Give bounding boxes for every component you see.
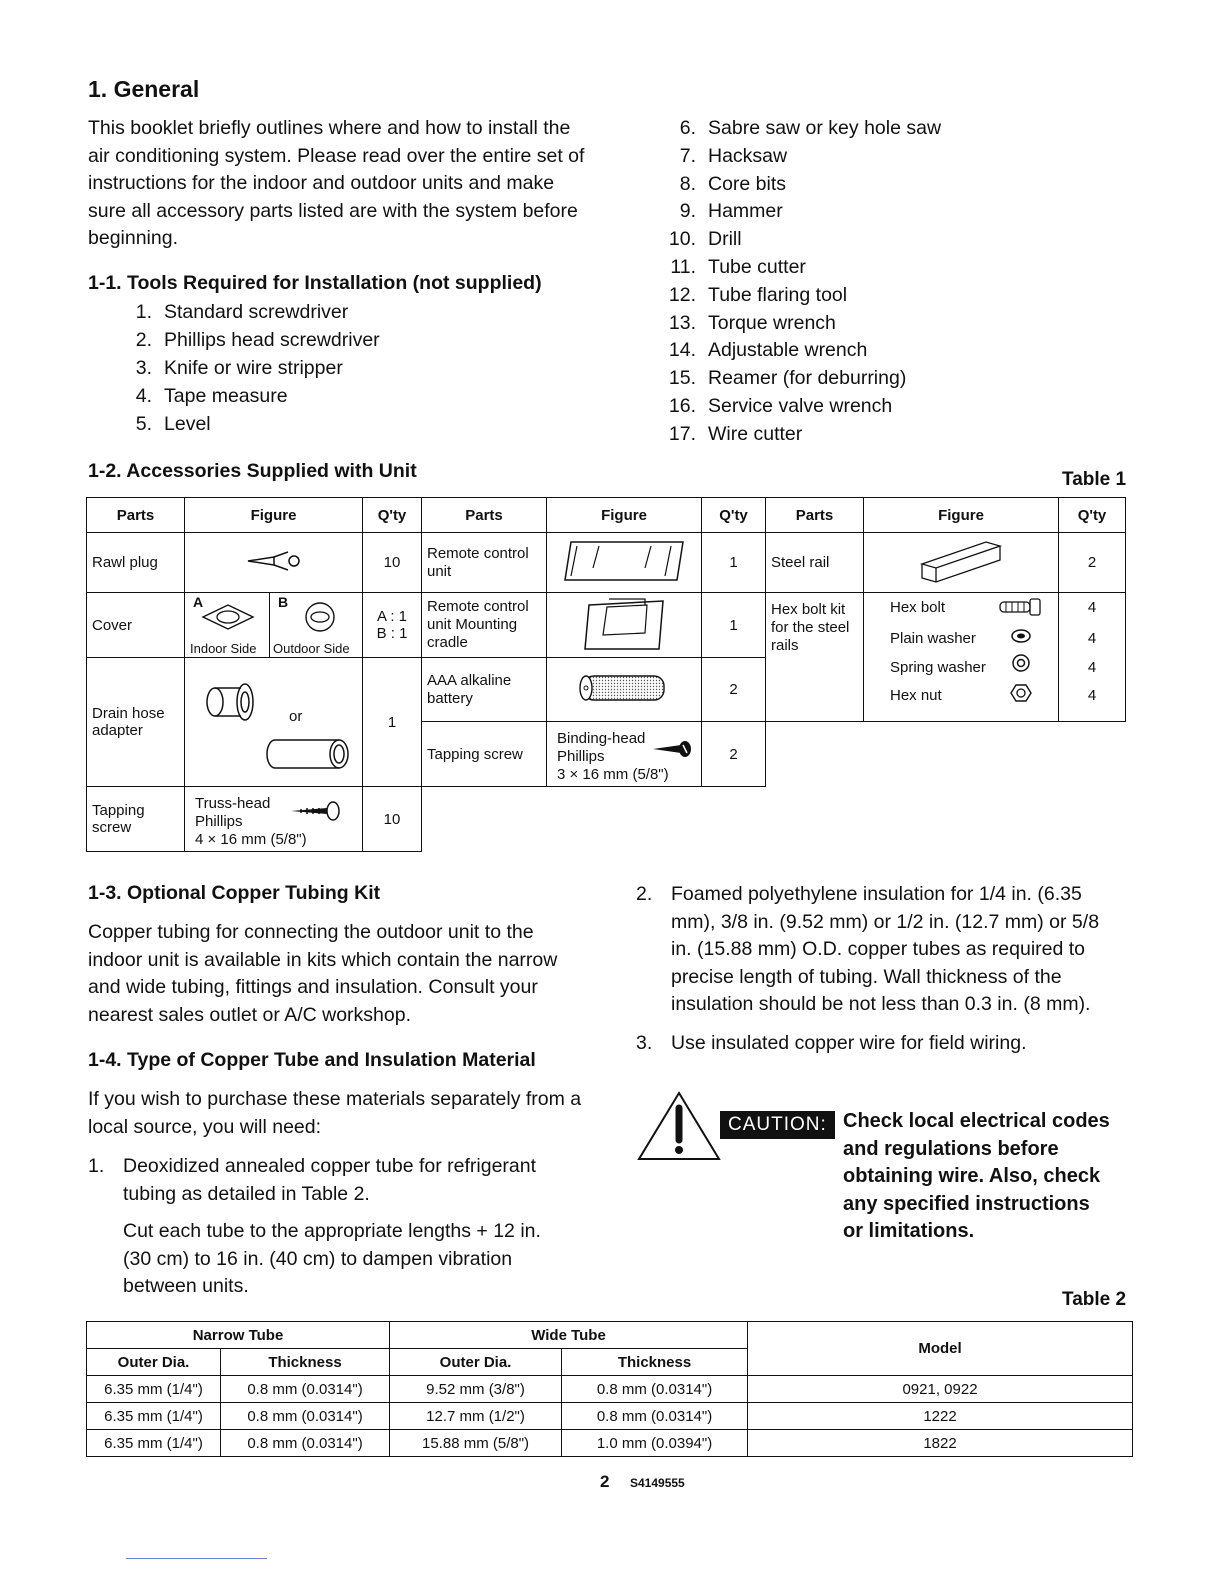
item-text: Use insulated copper wire for field wiring. [671,1032,1027,1054]
screw-a-line2: Phillips [195,813,243,830]
screw-b-line3: 3 × 16 mm (5/8") [557,766,669,783]
drain-or-label: or [289,708,303,725]
footer-rule [126,1558,267,1559]
col-header-qty: Q'ty [1059,498,1126,533]
table2-label: Table 2 [1062,1289,1127,1310]
copper-tube-table [86,1321,1133,1457]
accessories-table [86,497,1126,852]
accessories-heading: 1-2. Accessories Supplied with Unit [88,460,417,482]
cell: 6.35 mm (1/4") [87,1430,221,1457]
tools-heading: 1-1. Tools Required for Installation (not supplied) [88,272,542,294]
cover-outdoor-label: Outdoor Side [273,641,350,656]
caution-text: Check local electrical codes and regulations before obtaining wire. Also, check any specified instructions or limitations. [843,1110,1110,1242]
cell: 12.7 mm (1/2") [390,1403,562,1430]
qty-battery: 2 [702,658,766,722]
cell: 1822 [748,1430,1133,1457]
drain-adapter-alt-icon [265,734,353,774]
cover-label-a: A [193,594,204,610]
qty-tapping-screw-a: 10 [363,787,422,852]
col-header-qty: Q'ty [363,498,422,533]
copper-type-intro: If you wish to purchase these materials separately from a local source, you will need: [88,1088,582,1138]
copper-kit-heading: 1-3. Optional Copper Tubing Kit [88,882,381,904]
hex-nut-label: Hex nut [890,687,942,704]
qty-hex-bolt: 4 [1087,599,1097,616]
cover-label-b: B [278,594,289,610]
spring-washer-label: Spring washer [890,659,986,676]
cell: 9.52 mm (3/8") [390,1376,562,1403]
col-header-parts: Parts [87,498,185,533]
cradle-icon [579,595,669,651]
truss-screw-icon [289,801,341,821]
qty-drain-hose: 1 [363,658,422,787]
part-tapping-screw-b: Tapping screw [422,722,547,787]
list-item: 7. Hacksaw [679,144,788,167]
warning-triangle-icon [636,1090,722,1162]
table-row [87,1430,1133,1457]
part-rawl-plug: Rawl plug [87,533,185,593]
item-text: Deoxidized annealed copper tube for refrigerant tubing as detailed in Table 2. [123,1155,537,1205]
page-number: 2 [600,1472,610,1491]
copper-kit-text: Copper tubing for connecting the outdoor unit to the indoor unit is available in kits which contain the narrow and wide tubing, fittings and insulation. Consult your nearest sales outlet or A/C workshop. [88,921,558,1026]
item-text: Foamed polyethylene insulation for 1/4 in. (6.35 mm), 3/8 in. (9.52 mm) or 1/2 in. (12.7 mm) or 5/8 in. (15.88 mm) O.D. copper tubes as required to precise length of tubing. Wall thickness of the insulation should be not less than 0.3 in. (8 mm). [671,883,1100,1015]
screw-b-line1: Binding-head [557,730,646,747]
tapping-screw-b-figure [547,722,702,787]
list-item: 3. Knife or wire stripper [135,357,343,379]
table1-label: Table 1 [1062,469,1127,490]
col-header-thickness: Thickness [221,1349,390,1376]
battery-figure [547,658,702,722]
copper-type-heading: 1-4. Type of Copper Tube and Insulation Material [88,1049,536,1071]
qty-hex-kit [1059,593,1126,722]
hex-bolt-label: Hex bolt [890,599,946,616]
part-drain-hose: Drain hose adapter [87,658,185,787]
cell: 0.8 mm (0.0314") [562,1376,748,1403]
steel-rail-figure [864,533,1059,593]
qty-tapping-screw-b: 2 [702,722,766,787]
steel-rail-icon [916,538,1006,584]
qty-cradle: 1 [702,593,766,658]
cell: 1222 [748,1403,1133,1430]
cell: 6.35 mm (1/4") [87,1376,221,1403]
list-item: 1. Standard screwdriver [135,301,349,323]
rawl-plug-icon [244,548,304,574]
list-item: 14. Adjustable wrench [668,339,868,362]
cell: 0921, 0922 [748,1376,1133,1403]
col-header-figure: Figure [864,498,1059,533]
copper-type-item-1-note: Cut each tube to the appropriate lengths + 12 in. (30 cm) to 16 in. (40 cm) to dampen vibration between units. [123,1220,541,1297]
battery-icon [574,670,674,706]
screw-b-line2: Phillips [557,748,605,765]
binding-screw-icon [651,740,695,758]
list-item: 6. Sabre saw or key hole saw [679,117,942,139]
part-remote: Remote control unit [422,533,547,593]
item-number: 1. [88,1155,105,1177]
caution-badge: CAUTION: [720,1111,835,1139]
qty-spring-washer: 4 [1087,659,1097,676]
cell: 0.8 mm (0.0314") [562,1403,748,1430]
part-battery: AAA alkaline battery [422,658,547,722]
col-header-thickness: Thickness [562,1349,748,1376]
part-tapping-screw-a: Tapping screw [87,787,185,852]
part-cradle: Remote control unit Mounting cradle [422,593,547,658]
screw-a-line3: 4 × 16 mm (5/8") [195,831,307,848]
col-header-outer: Outer Dia. [87,1349,221,1376]
narrow-tube-header: Narrow Tube [87,1322,390,1349]
list-item: 12. Tube flaring tool [668,283,848,306]
tools-list-right [650,115,941,449]
rawl-plug-figure [185,533,363,593]
cell: 6.35 mm (1/4") [87,1403,221,1430]
cradle-figure [547,593,702,658]
list-item: 17. Wire cutter [668,422,803,445]
list-item: 8. Core bits [679,172,787,195]
qty-steel-rail: 2 [1059,533,1126,593]
drain-figure [185,658,363,787]
intro-paragraph: This booklet briefly outlines where and how to install the air conditioning system. Please read over the entire set of instructions for the indoor and outdoor units and make sure all accessory parts listed are with the system before beginning. [88,117,585,249]
cover-indoor-label: Indoor Side [190,641,257,656]
qty-cover-b: B : 1 [376,625,408,642]
list-item: 10. Drill [668,228,742,251]
cell: 1.0 mm (0.0394") [562,1430,748,1457]
remote-control-icon [559,538,689,584]
plain-washer-label: Plain washer [890,630,976,647]
remote-figure [547,533,702,593]
part-hex-kit: Hex bolt kit for the steel rails [766,593,864,722]
model-header: Model [748,1322,1133,1376]
list-item: 16. Service valve wrench [668,394,893,417]
hex-kit-figure [864,593,1059,722]
qty-plain-washer: 4 [1087,630,1097,647]
qty-remote: 1 [702,533,766,593]
part-cover: Cover [87,593,185,658]
qty-hex-nut: 4 [1087,687,1097,704]
cell: 15.88 mm (5/8") [390,1430,562,1457]
col-header-figure: Figure [185,498,363,533]
cell: 0.8 mm (0.0314") [221,1403,390,1430]
list-item: 2. Phillips head screwdriver [135,329,380,351]
tapping-screw-a-figure [185,787,363,852]
col-header-figure: Figure [547,498,702,533]
tools-list-left [118,298,380,438]
document-code: S4149555 [630,1476,685,1490]
screw-a-line1: Truss-head [195,795,271,812]
cell: 0.8 mm (0.0314") [221,1430,390,1457]
list-item: 5. Level [135,413,211,435]
col-header-outer: Outer Dia. [390,1349,562,1376]
list-item: 11. Tube cutter [670,255,806,278]
cover-figure [185,593,363,658]
hex-nut-icon [1010,683,1032,703]
list-item: 15. Reamer (for deburring) [668,367,907,390]
col-header-qty: Q'ty [702,498,766,533]
copper-type-item-2 [636,881,1116,1019]
cover-b-icon [300,599,340,635]
copper-type-item-1 [88,1153,588,1208]
hex-bolt-icon [998,597,1044,617]
item-number: 2. [636,883,653,905]
qty-cover [363,593,422,658]
qty-rawl-plug: 10 [363,533,422,593]
spring-washer-icon [1011,653,1031,673]
cover-a-icon [199,599,257,635]
list-item: 4. Tape measure [135,385,288,407]
cell: 0.8 mm (0.0314") [221,1376,390,1403]
part-steel-rail: Steel rail [766,533,864,593]
col-header-parts: Parts [422,498,547,533]
section-title: 1. General [88,76,200,102]
drain-adapter-icon [201,682,257,722]
col-header-parts: Parts [766,498,864,533]
item-number: 3. [636,1032,653,1054]
table-row [87,1376,1133,1403]
list-item: 13. Torque wrench [668,311,836,334]
copper-type-item-3 [636,1030,1116,1058]
table-row [87,1403,1133,1430]
list-item: 9. Hammer [679,200,783,223]
qty-cover-a: A : 1 [376,608,408,625]
wide-tube-header: Wide Tube [390,1322,748,1349]
plain-washer-icon [1010,628,1032,644]
